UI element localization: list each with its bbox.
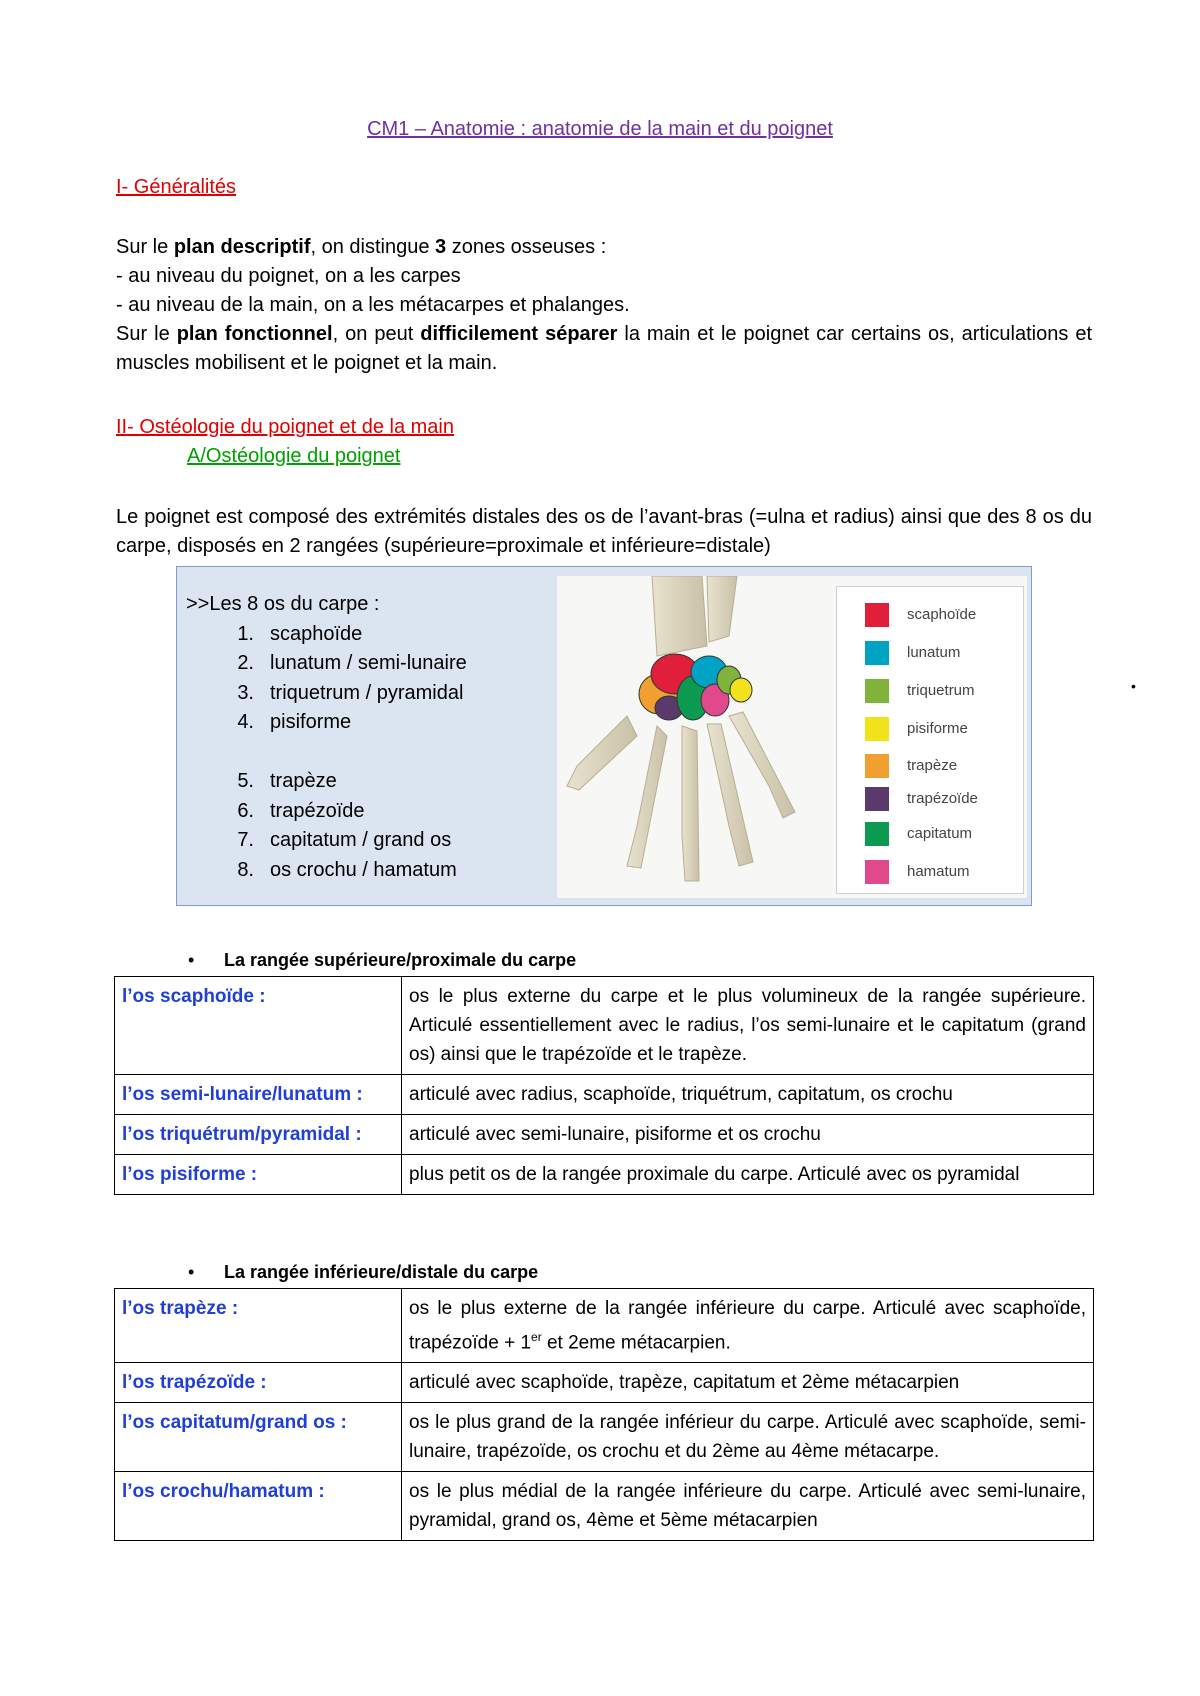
color-legend: scaphoïde lunatum triquetrum pisiforme trapèze trapézoïde capitatum hamatum (836, 586, 1024, 894)
page-title: CM1 – Anatomie : anatomie de la main et du poignet (367, 118, 833, 140)
carpal-bones-list (186, 590, 467, 885)
bone-description-cell: articulé avec semi-lunaire, pisiforme et os crochu (402, 1115, 1094, 1155)
bone-description-cell: os le plus médial de la rangée inférieure du carpe. Articulé avec semi-lunaire, pyramidal, grand os, 4ème et 5ème métacarpien (402, 1472, 1094, 1541)
list-item: 2. lunatum / semi-lunaire (237, 652, 467, 674)
list-item: 6. trapézoïde (237, 799, 365, 822)
bone-name-cell: l’os trapèze : (115, 1289, 402, 1363)
bullet-icon: • (188, 1262, 195, 1282)
list-item: 5. trapèze (237, 770, 337, 792)
bone-name-cell: l’os semi-lunaire/lunatum : (115, 1075, 402, 1115)
hand-line: - au niveau de la main, on a les métacarpes et phalanges. (116, 294, 630, 316)
proximal-row-table (114, 976, 1094, 1195)
bone-name-cell: l’os scaphoïde : (115, 977, 402, 1075)
hand-skeleton-icon (557, 576, 837, 898)
list-item: 8. os crochu / hamatum (237, 858, 457, 881)
bone-description-cell: os le plus externe de la rangée inférieure du carpe. Articulé avec scaphoïde, trapézoïde + 1er et 2eme métacarpien. (402, 1289, 1094, 1363)
list-item: 1. scaphoïde (237, 622, 363, 645)
bone-name-cell: l’os trapézoïde : (115, 1363, 402, 1403)
table-row (115, 977, 1094, 1075)
bone-description-cell: os le plus externe du carpe et le plus volumineux de la rangée supérieure. Articulé essentiellement avec le radius, l’os semi-lunaire et le capitatum (grand os) ainsi que le trapézoïde et le trapèze. (402, 977, 1094, 1075)
distal-row-table (114, 1288, 1094, 1541)
functional-plan-line: Sur le plan fonctionnel, on peut difficilement séparer la main et le poignet car certains os, articulations et muscles mobilisent et le poignet et la main. (116, 323, 1093, 374)
bone-name-cell: l’os crochu/hamatum : (115, 1472, 402, 1541)
wrist-intro-paragraph: Le poignet est composé des extrémités distales des os de l’avant-bras (=ulna et radius) ainsi que des 8 os du carpe, disposés en 2 rangées (supérieure=proximale et inférieure=distale) (116, 506, 1092, 557)
table-row (115, 1363, 1094, 1403)
bone-description-cell: articulé avec scaphoïde, trapèze, capitatum et 2ème métacarpien (402, 1363, 1094, 1403)
bone-name-cell: l’os capitatum/grand os : (115, 1403, 402, 1472)
wrist-line: - au niveau du poignet, on a les carpes (116, 265, 461, 287)
section-1-heading: I- Généralités (116, 176, 237, 198)
bullet-icon: • (188, 950, 195, 970)
table-row (115, 1155, 1094, 1195)
bone-name-cell: l’os pisiforme : (115, 1155, 402, 1195)
table-row (115, 1115, 1094, 1155)
list-item: 3. triquetrum / pyramidal (237, 681, 464, 704)
section-2-heading: II- Ostéologie du poignet et de la main (116, 416, 454, 438)
stray-bullet-mark: • (1131, 678, 1136, 694)
table-row (115, 1075, 1094, 1115)
section-1-body (116, 233, 1092, 378)
table-row (115, 1403, 1094, 1472)
bone-description-cell: os le plus grand de la rangée inférieur du carpe. Articulé avec scaphoïde, semi-lunaire, trapézoïde, os crochu et du 2ème au 4ème métacarpe. (402, 1403, 1094, 1472)
table-row (115, 1289, 1094, 1363)
bone-description-cell: articulé avec radius, scaphoïde, triquétrum, capitatum, os crochu (402, 1075, 1094, 1115)
list-item: 7. capitatum / grand os (237, 829, 452, 851)
section-2a-heading: A/Ostéologie du poignet (187, 445, 401, 467)
bone-name-cell: l’os triquétrum/pyramidal : (115, 1115, 402, 1155)
table-row (115, 1472, 1094, 1541)
list-item: 4. pisiforme (237, 711, 352, 733)
descriptive-plan-line: Sur le plan descriptif, on distingue 3 zones osseuses : (116, 236, 607, 258)
bone-description-cell: plus petit os de la rangée proximale du carpe. Articulé avec os pyramidal (402, 1155, 1094, 1195)
distal-row-heading: • La rangée inférieure/distale du carpe (188, 1262, 539, 1282)
proximal-row-heading: • La rangée supérieure/proximale du carpe (188, 950, 577, 970)
carpal-list-heading: >>Les 8 os du carpe : (186, 593, 380, 615)
